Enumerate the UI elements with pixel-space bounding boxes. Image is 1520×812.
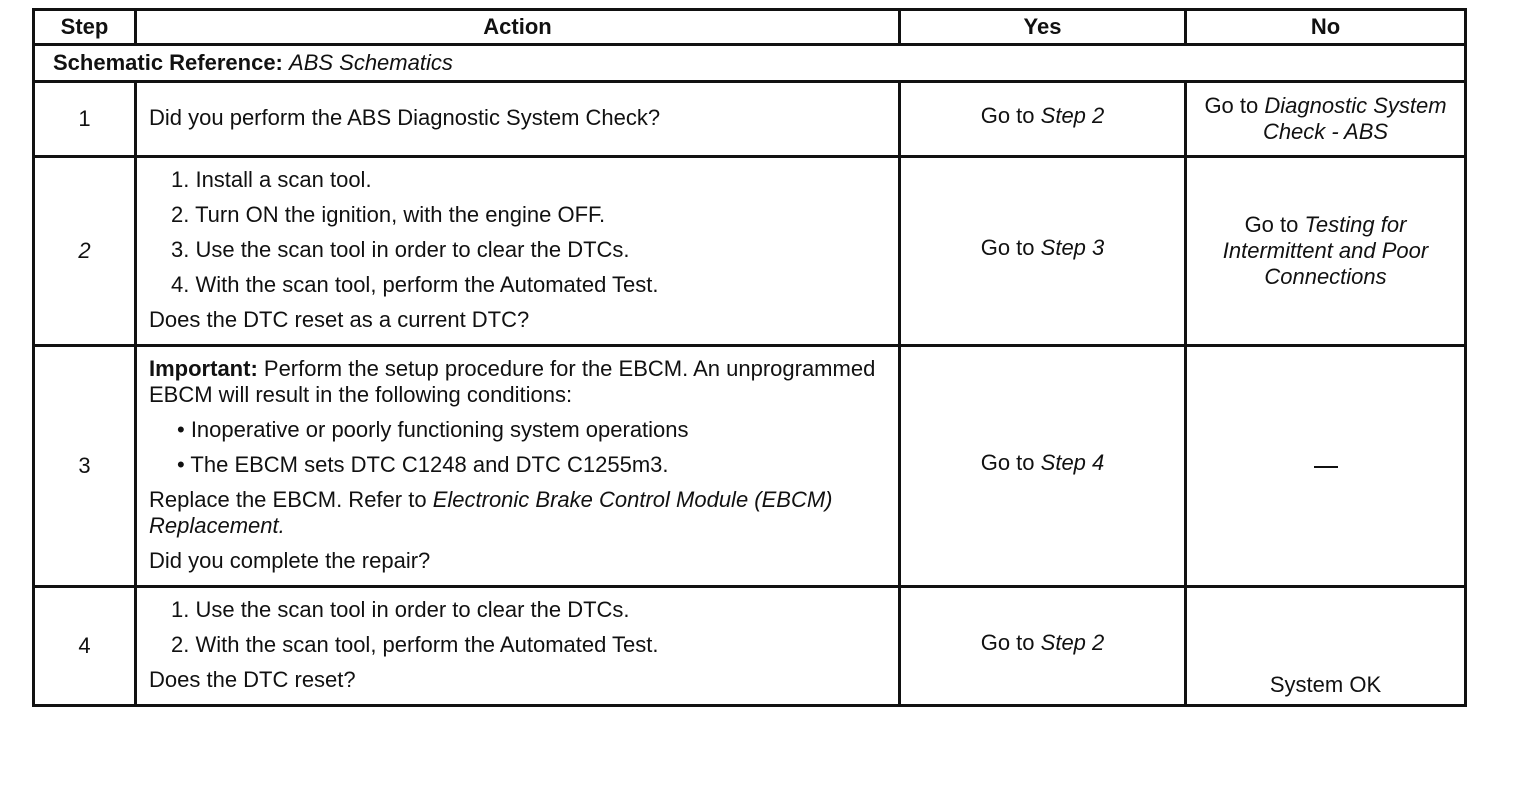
yes-link[interactable]: Step 2 [1040, 630, 1105, 655]
schematic-label: Schematic Reference: [53, 50, 283, 75]
schematic-row [34, 45, 1466, 82]
table-row [34, 82, 1466, 157]
action-item: 1. Install a scan tool. [171, 167, 372, 192]
no-link[interactable]: Testing for Intermittent and Poor Connections [1222, 212, 1429, 289]
action-cell [136, 346, 900, 587]
table-row [34, 346, 1466, 587]
empty-dash [1314, 466, 1338, 468]
action-item: 2. With the scan tool, perform the Automated Test. [171, 632, 659, 657]
yes-cell [900, 346, 1186, 587]
header-yes: Yes [900, 10, 1186, 45]
action-cell [136, 157, 900, 346]
header-action: Action [136, 10, 900, 45]
table-row [34, 587, 1466, 706]
yes-prefix: Go to [980, 450, 1035, 475]
yes-cell [900, 82, 1186, 157]
bullet-item: • Inoperative or poorly functioning system operations [177, 417, 689, 442]
header-row [34, 10, 1466, 45]
action-question: Does the DTC reset as a current DTC? [149, 307, 530, 332]
action-cell [136, 82, 900, 157]
no-cell [1186, 157, 1466, 346]
action-cell [136, 587, 900, 706]
important-note [149, 356, 888, 408]
yes-prefix: Go to [980, 103, 1035, 128]
action-question: Did you complete the repair? [149, 548, 431, 573]
action-item: 1. Use the scan tool in order to clear the DTCs. [171, 597, 630, 622]
no-prefix: Go to [1244, 212, 1299, 237]
no-cell [1186, 587, 1466, 706]
no-cell [1186, 82, 1466, 157]
action-item: 2. Turn ON the ignition, with the engine OFF. [171, 202, 606, 227]
action-question: Did you perform the ABS Diagnostic System Check? [149, 105, 661, 130]
yes-cell [900, 157, 1186, 346]
important-text: Perform the setup procedure for the EBCM. An unprogrammed EBCM will result in the following conditions: [149, 356, 876, 407]
yes-prefix: Go to [980, 235, 1035, 260]
header-step: Step [34, 10, 136, 45]
no-prefix: Go to [1204, 93, 1259, 118]
step-number: 1 [34, 82, 136, 157]
replace-text: Replace the EBCM. Refer to [149, 487, 427, 512]
action-question: Does the DTC reset? [149, 667, 356, 692]
bullet-item: • The EBCM sets DTC C1248 and DTC C1255m3. [177, 452, 669, 477]
replace-link[interactable]: Electronic Brake Control Module (EBCM) Replacement [149, 487, 833, 538]
important-label: Important: [149, 356, 258, 381]
diagnostic-table [32, 8, 1467, 707]
yes-link[interactable]: Step 3 [1040, 235, 1105, 260]
step-number: 2 [34, 157, 136, 346]
yes-link[interactable]: Step 2 [1040, 103, 1105, 128]
header-no: No [1186, 10, 1466, 45]
schematic-ref-link[interactable]: ABS Schematics [289, 50, 453, 75]
table-row [34, 157, 1466, 346]
schematic-reference [34, 45, 1466, 82]
step-number: 4 [34, 587, 136, 706]
action-item: 3. Use the scan tool in order to clear the DTCs. [171, 237, 630, 262]
step-number: 3 [34, 346, 136, 587]
yes-prefix: Go to [980, 630, 1035, 655]
action-item: 4. With the scan tool, perform the Automated Test. [171, 272, 659, 297]
no-link[interactable]: Diagnostic System Check - ABS [1262, 93, 1447, 144]
yes-link[interactable]: Step 4 [1040, 450, 1105, 475]
replace-end: . [278, 513, 285, 538]
yes-cell [900, 587, 1186, 706]
no-result: System OK [1269, 672, 1382, 697]
replace-instruction [149, 487, 888, 539]
no-cell [1186, 346, 1466, 587]
